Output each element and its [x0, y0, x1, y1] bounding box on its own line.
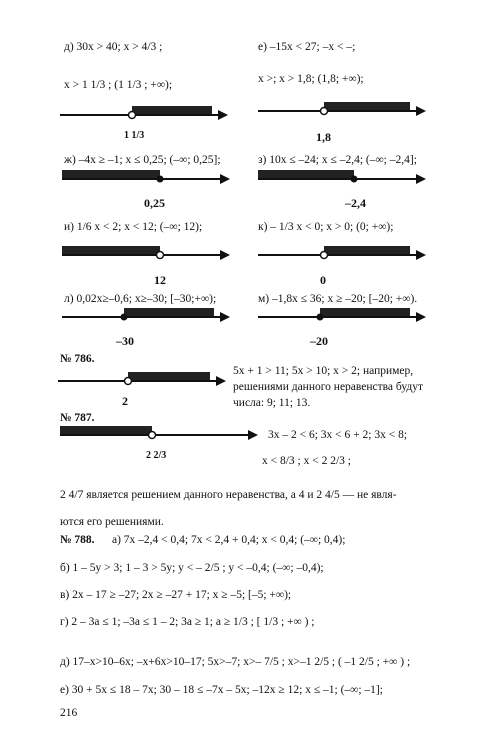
item-d-line2: x > 1 1/3 ; (1 1/3 ; +∞); [64, 79, 173, 91]
point-label-zh: 0,25 [144, 196, 165, 210]
item-e-line1: е) –15x < 27; –x < –; [258, 41, 356, 53]
number-line-l [62, 306, 232, 328]
item-k-line1: к) – 1/3 x < 0; x > 0; (0; +∞); [258, 221, 394, 233]
item-i-line1: и) 1/6 x < 2; x < 12; (–∞; 12); [64, 221, 203, 233]
problem-788-a: а) 7x –2,4 < 0,4; 7x < 2,4 + 0,4; x < 0,4; (–∞; 0,4); [112, 534, 346, 546]
problem-787-line1: 3x – 2 < 6; 3x < 6 + 2; 3x < 8; [268, 429, 408, 441]
point-label-z: –2,4 [345, 196, 366, 210]
point-label-k: 0 [320, 273, 326, 287]
problem-788-e: е) 30 + 5x ≤ 18 – 7x; 30 – 18 ≤ –7x – 5x; –12x ≥ 12; x ≤ –1; (–∞; –1]; [60, 684, 383, 696]
number-line-787 [60, 424, 260, 446]
number-line-k [258, 244, 428, 266]
point-label-l: –30 [116, 334, 134, 348]
number-line-m [258, 306, 428, 328]
problem-786-line3: числа: 9; 11; 13. [233, 397, 311, 409]
page-number: 216 [60, 707, 78, 719]
item-zh-line1: ж) –4x ≥ –1; x ≤ 0,25; (–∞; 0,25]; [64, 154, 221, 166]
problem-788-d: д) 17–x>10–6x; –x+6x>10–17; 5x>–7; x>– 7/5 ; x>–1 2/5 ; ( –1 2/5 ; +∞ ) ; [60, 656, 411, 668]
number-line-e [258, 100, 428, 122]
item-d-line1: д) 30x > 40; x > 4/3 ; [64, 41, 163, 53]
number-line-z [258, 168, 428, 190]
problem-787-text1: 2 4/7 является решением данного неравенства, а 4 и 2 4/5 — не явля- [60, 489, 397, 501]
number-line-zh [62, 168, 232, 190]
problem-786-line1: 5x + 1 > 11; 5x > 10; x > 2; например, [233, 365, 414, 377]
point-label-e: 1,8 [316, 130, 331, 144]
problem-787-line2: x < 8/3 ; x < 2 2/3 ; [262, 455, 352, 467]
item-z-line1: з) 10x ≤ –24; x ≤ –2,4; (–∞; –2,4]; [258, 154, 417, 166]
number-line-d [60, 104, 230, 126]
problem-787-title: № 787. [60, 412, 95, 424]
item-l-line1: л) 0,02x≥–0,6; x≥–30; [–30;+∞); [64, 293, 217, 305]
point-label-786: 2 [122, 394, 128, 408]
number-line-i [62, 244, 232, 266]
problem-788-g: г) 2 – 3a ≤ 1; –3a ≤ 1 – 2; 3a ≥ 1; a ≥ 1/3 ; [ 1/3 ; +∞ ) ; [60, 616, 315, 628]
problem-788-b: б) 1 – 5y > 3; 1 – 3 > 5y; y < – 2/5 ; y < –0,4; (–∞; –0,4); [60, 562, 324, 574]
number-line-786 [58, 370, 228, 392]
point-label-m: –20 [310, 334, 328, 348]
item-m-line1: м) –1,8x ≤ 36; x ≥ –20; [–20; +∞). [258, 293, 418, 305]
point-label-d: 1 1/3 [124, 130, 145, 141]
problem-786-title: № 786. [60, 353, 95, 365]
item-e-line2: x >; x > 1,8; (1,8; +∞); [258, 73, 364, 85]
problem-787-text2: ются его решениями. [60, 516, 164, 528]
problem-786-line2: решениями данного неравенства будут [233, 381, 423, 393]
point-label-i: 12 [154, 273, 166, 287]
point-label-787: 2 2/3 [146, 450, 167, 461]
problem-788-title: № 788. [60, 534, 95, 546]
problem-788-v: в) 2x – 17 ≥ –27; 2x ≥ –27 + 17; x ≥ –5; [–5; +∞); [60, 589, 292, 601]
